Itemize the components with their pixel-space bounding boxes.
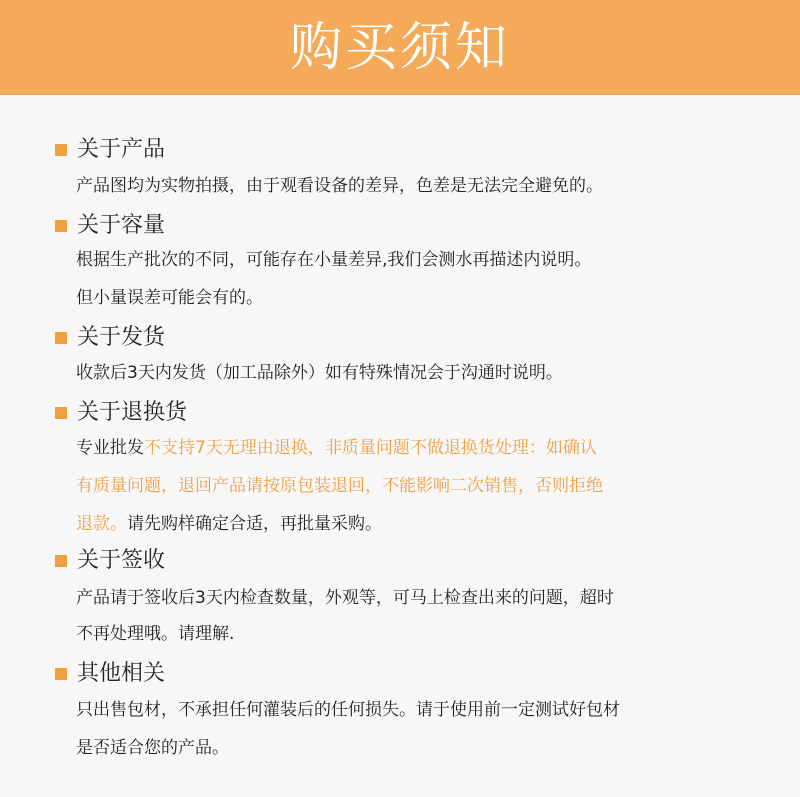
section-body-line: 有质量问题，退回产品请按原包装退回，不能影响二次销售，否则拒绝 [76,476,603,496]
section-heading-text: 关于发货 [77,325,166,350]
normal-text: 专业批发 [76,438,144,458]
section-heading [55,323,165,353]
section-heading [55,546,165,576]
square-bullet-icon [55,668,67,680]
normal-text: 请先购样确定合适，再批量采购。 [127,514,382,534]
section-heading [55,398,187,428]
section-body-line: 产品请于签收后3天内检查数量，外观等，可马上检查出来的问题，超时 [76,588,614,608]
section-heading [55,135,165,165]
section-body-line: 只出售包材，不承担任何灌装后的任何损失。请于使用前一定测试好包材 [76,700,620,720]
section-heading-text: 关于退换货 [77,400,188,425]
header-banner [0,0,800,95]
section-heading [55,659,165,689]
square-bullet-icon [55,332,67,344]
section-body-line: 根据生产批次的不同，可能存在小量差异,我们会测水再描述内说明。 [76,250,592,270]
section-body-line: 但小量误差可能会有的。 [76,288,263,308]
section-body-line: 不再处理哦。请理解. [76,624,235,644]
square-bullet-icon [55,555,67,567]
section-heading-text: 关于签收 [77,548,166,573]
page-title: 购买须知 [289,17,510,78]
square-bullet-icon [55,144,67,156]
section-heading-text: 关于产品 [77,137,166,162]
section-body-line: 产品图均为实物拍摄，由于观看设备的差异，色差是无法完全避免的。 [76,176,603,196]
highlighted-text: 退款。 [76,514,127,534]
highlighted-text: 不支持7天无理由退换，非质量问题不做退换货处理：如确认 [144,438,597,458]
section-heading [55,211,165,241]
square-bullet-icon [55,407,67,419]
section-body-line: 是否适合您的产品。 [76,738,229,758]
section-body-line [76,507,736,541]
square-bullet-icon [55,220,67,232]
section-heading-text: 其他相关 [77,661,166,686]
section-heading-text: 关于容量 [77,213,166,238]
section-body-line: 收款后3天内发货（加工品除外）如有特殊情况会于沟通时说明。 [76,363,563,383]
section-body-line [76,431,736,465]
